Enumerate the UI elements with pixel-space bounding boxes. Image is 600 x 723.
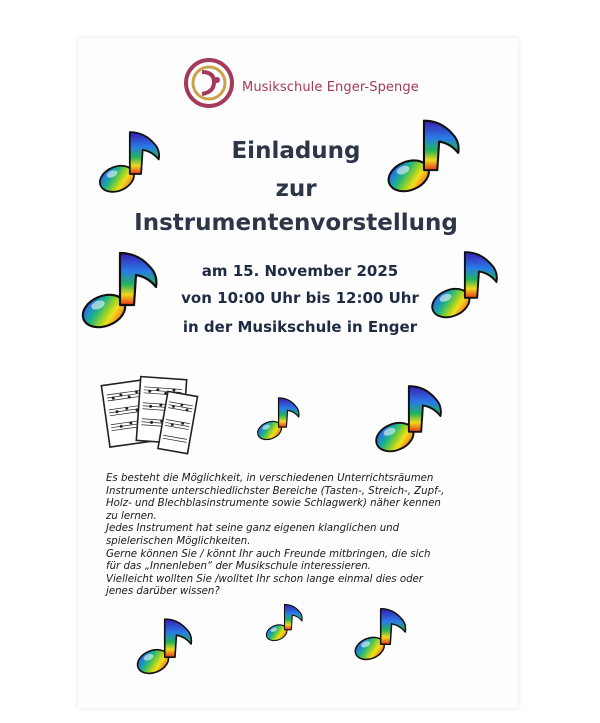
body-line: Jedes Instrument hat seine ganz eigenen klanglichen und	[106, 523, 400, 535]
body-line: zu lernen.	[106, 510, 157, 522]
music-note-icon	[428, 240, 500, 324]
music-note-icon	[255, 392, 301, 442]
music-note-icon	[96, 112, 162, 207]
title-instrumentenvorstellung: Instrumentenvorstellung	[134, 210, 458, 236]
body-line: jenes darüber wissen?	[106, 586, 220, 598]
title-einladung: Einladung	[231, 138, 361, 164]
body-line: spielerischen Möglichkeiten.	[106, 535, 251, 547]
event-place: in der Musikschule in Enger	[182, 318, 418, 336]
sheet-music-icon	[100, 372, 200, 464]
music-note-icon	[352, 600, 408, 664]
body-line: Es besteht die Möglichkeit, in verschiedenen Unterrichtsräumen	[106, 473, 434, 484]
music-note-icon	[134, 612, 194, 676]
event-date: am 15. November 2025	[201, 262, 399, 280]
music-note-icon	[372, 376, 444, 456]
org-name: Musikschule Enger-Spenge	[242, 80, 419, 95]
invitation-text	[106, 473, 496, 599]
music-note-icon	[384, 108, 462, 198]
logo-icon	[184, 58, 234, 108]
body-line: für das „Innenleben“ der Musikschule interessieren.	[106, 561, 371, 573]
event-time: von 10:00 Uhr bis 12:00 Uhr	[181, 289, 419, 307]
title-zur: zur	[275, 176, 317, 202]
body-line: Holz- und Blechblasinstrumente sowie Schlagwerk) näher kennen	[106, 498, 441, 510]
body-line: Gerne können Sie / könnt Ihr auch Freunde mitbringen, die sich	[106, 548, 431, 560]
music-note-icon	[264, 600, 304, 642]
body-line: Vielleicht wollten Sie /wolltet Ihr schon lange einmal dies oder	[106, 573, 423, 585]
music-note-icon	[78, 240, 160, 334]
body-line: Instrumente unterschiedlichster Bereiche (Tasten-, Streich-, Zupf-,	[106, 485, 445, 497]
